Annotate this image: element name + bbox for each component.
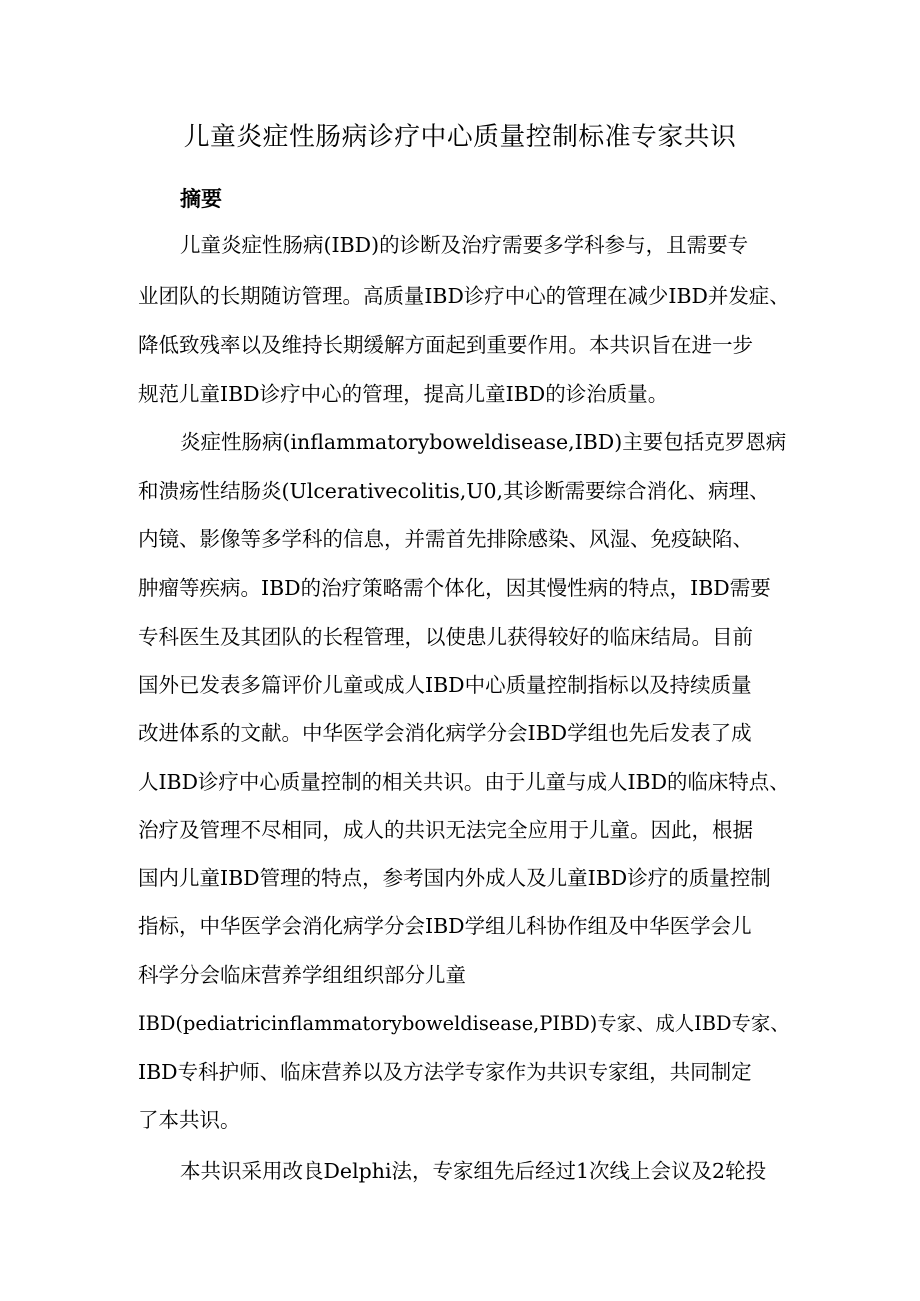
text-line: 国外已发表多篇评价儿童或成人IBD中心质量控制指标以及持续质量 xyxy=(138,673,752,697)
text-line: 治疗及管理不尽相同，成人的共识无法完全应用于儿童。因此，根据 xyxy=(138,818,753,842)
text-line: 本共识采用改良Delphi法，专家组先后经过1次线上会议及2轮投 xyxy=(180,1159,767,1183)
text-line: 改进体系的文献。中华医学会消化病学分会IBD学组也先后发表了成 xyxy=(138,721,752,745)
text-line: 国内儿童IBD管理的特点，参考国内外成人及儿童IBD诊疗的质量控制 xyxy=(138,866,771,890)
text-line: 科学分会临床营养学组组织部分儿童 xyxy=(138,963,466,987)
abstract-heading: 摘要 xyxy=(180,187,222,211)
text-line: 了本共识。 xyxy=(138,1108,241,1132)
text-line: 人IBD诊疗中心质量控制的相关共识。由于儿童与成人IBD的临床特点、 xyxy=(138,770,790,794)
text-line: 业团队的长期随访管理。高质量IBD诊疗中心的管理在减少IBD并发症、 xyxy=(138,284,790,308)
text-line: 和溃疡性结肠炎(Ulcerativecolitis,U0,其诊断需要综合消化、病理、 xyxy=(138,479,770,503)
text-line: 儿童炎症性肠病(IBD)的诊断及治疗需要多学科参与，且需要专 xyxy=(180,233,749,257)
text-line: 专科医生及其团队的长程管理，以使患儿获得较好的临床结局。目前 xyxy=(138,625,753,649)
text-line: 规范儿童IBD诊疗中心的管理，提高儿童IBD的诊治质量。 xyxy=(138,382,669,406)
text-line: IBD专科护师、临床营养以及方法学专家作为共识专家组，共同制定 xyxy=(138,1060,752,1084)
text-line: 内镜、影像等多学科的信息，并需首先排除感染、风湿、免疫缺陷、 xyxy=(138,527,753,551)
text-line: 指标，中华医学会消化病学分会IBD学组儿科协作组及中华医学会儿 xyxy=(138,914,752,938)
document-title: 儿童炎症性肠病诊疗中心质量控制标准专家共识 xyxy=(183,122,737,152)
text-line: 降低致残率以及维持长期缓解方面起到重要作用。本共识旨在进一步 xyxy=(138,333,753,357)
text-line: 肿瘤等疾病。IBD的治疗策略需个体化，因其慢性病的特点，IBD需要 xyxy=(138,576,771,600)
text-line: IBD(pediatricinflammatoryboweldisease,PIBD)专家、成人IBD专家、 xyxy=(138,1012,790,1035)
text-line: 炎症性肠病(inflammatoryboweldisease,IBD)主要包括克罗恩病 xyxy=(180,430,787,454)
